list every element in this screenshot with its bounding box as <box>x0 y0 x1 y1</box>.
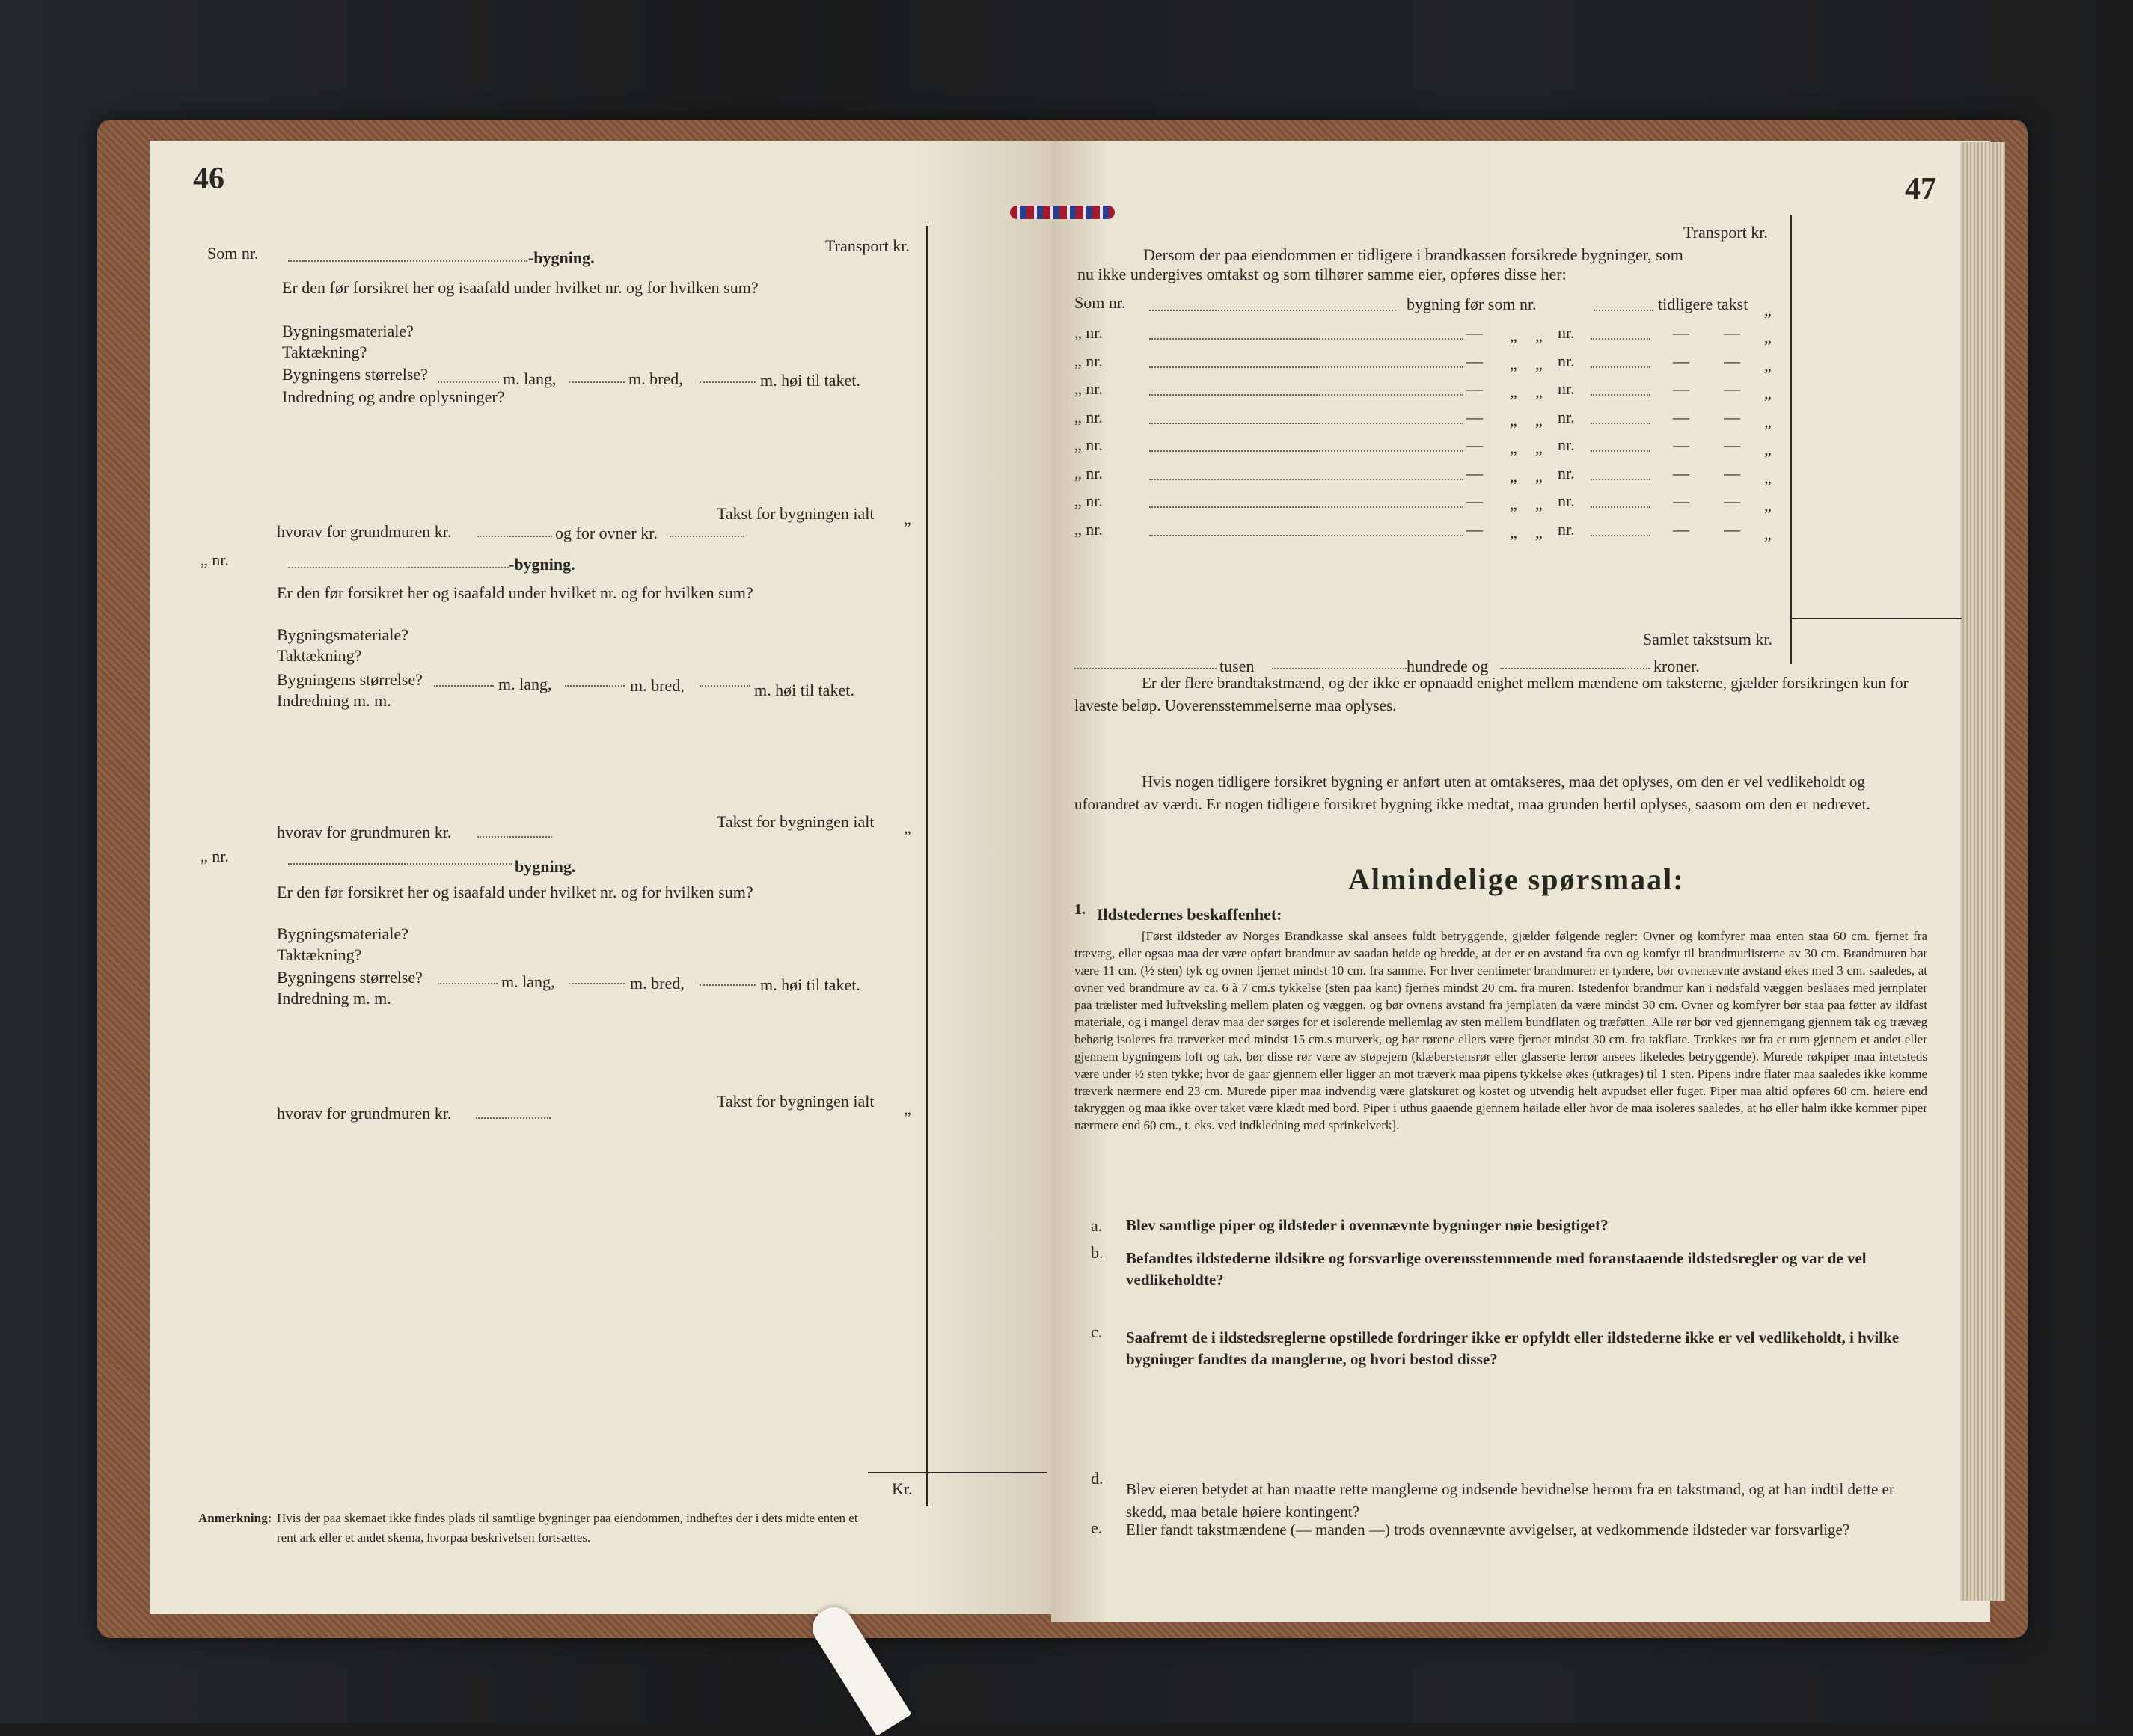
row-ditto-2: „ <box>1535 382 1543 401</box>
row-ditto-1: „ <box>1510 355 1517 373</box>
row-dash: — <box>1466 408 1483 426</box>
row-nr: nr. <box>1558 464 1575 482</box>
kroner-label: kroner. <box>1653 657 1700 675</box>
block1-length-field[interactable] <box>438 381 499 383</box>
row-dash: — <box>1466 464 1483 482</box>
q-a-letter: a. <box>1091 1216 1103 1235</box>
row-end-mark: „ <box>1764 412 1772 431</box>
row-end-mark: „ <box>1764 328 1772 346</box>
row-dash-2: — <box>1673 464 1689 482</box>
page-number-left: 46 <box>193 162 224 196</box>
samlet-divider <box>1790 618 1962 619</box>
ildsted-regler-text: [Først ildsteder av Norges Brandkasse skal ansees fuldt betryggende, gjælder følgende regler: Ovner og komfyrer maa enten staa 60 cm. fjernet fra trævæg, eller ogsaa maa der være opført brandmur av saadan høide og bredde, at der er en avstand fra ovn og komfyr til brandmurlisterne av 30 cm. Brandmuren bør være 11 cm. (½ sten) tyk og ovnen fjernet mindst 10 cm. fra samme. For hver centimeter brandmuren er tyndere, bør ovnenævnte avstand økes med 3 cm. saaledes, at ovner ved brandmure av ca. 6 à 7 cm.s tykkelse (sten paa kant) fjernes mindst 20 cm. fra muren. Istedenfor brandmur kan i nødsfald væggen beslaaes med jernplater paa trælister med luftveksling mellem platen og væggen, og bør ovnens avstand fra jernplaten da være mindst 30 cm. Ovner og komfyrer bør staa paa føtter av ildfast materiale, og i mangel derav maa der sørges for et isolerende mellemlag av sten mellem bundflaten og træføtten. Alle rør bør ved gjennemgang gjennem tak og trævæg behørig isoleres fra træverket med mindst 15 cm.s murverk, og bør rørene ellers være fjernet mindst 30 cm. fra takflate. Trækkes rør fra et rum gjennem et andet eller gjennem bygningens loft og tak, bør disse rør være av støpejern (klæberstensrør eller glasserte lerrør ansees likeledes betryggende). Murede røkpiper maa intetsteds være under ½ sten tykke; hvor de gaar gjennem eller ligger an mot træverk maa pipens tykkelse økes (utkrages) til 1 sten. Pipens indre flater maa saaledes ikke komme træverk nærmere end 23 cm. Murede piper maa indvendig være glatskuret og kostet og utvendig helt avpudset eller fuget. Piper maa altid opføres 60 cm. høiere end takryggen og maa ikke over taket være klædt med bord. Piper i uthus gaaende gjennem høilade eller hvor de maa isoleres saaledes, at hø eller halm ikke kommer piper nærmere end 60 cm., t. eks. ved indkledning med sprinkelverk]. <box>1074 929 1927 1132</box>
q-c-text: Saafremt de i ildstedsreglerne opstillede fordringer ikke er opfyldt eller ildstederne ikke er vel vedlikeholdt, i hvilke bygninger fandtes da manglerne, og hvori bestod disse? <box>1126 1328 1900 1368</box>
row-som-nr: „ nr. <box>1074 323 1103 342</box>
row-ditto-1: „ <box>1510 411 1517 429</box>
block2-materiale: Bygningsmateriale? <box>277 625 408 644</box>
block2-m-lang: m. lang, <box>498 675 552 693</box>
kr-total-line <box>868 1472 1047 1473</box>
intro-line2: nu ikke undergives omtakst og som tilhører samme eier, opføres disse her: <box>1077 265 1567 283</box>
row-nr: nr. <box>1558 323 1575 342</box>
block1-m-bred: m. bred, <box>628 369 683 388</box>
block1-takst-mark: „ <box>904 509 911 528</box>
block2-som-nr: „ nr. <box>201 550 229 569</box>
block1-som-nr: Som nr. <box>207 244 259 263</box>
block3-grundmur-field[interactable] <box>476 1117 551 1119</box>
block3-takst: Takst for bygningen ialt <box>717 1092 875 1111</box>
row-nr-field[interactable] <box>1591 423 1650 424</box>
block1-bygning-field[interactable] <box>303 260 527 262</box>
q-b-text: Befandtes ildstederne ildsikre og forsvarlige overensstemmende med foranstaaende ildstedsregler og var de vel vedlikeholdte? <box>1126 1249 1867 1289</box>
row-ditto-1: „ <box>1510 438 1517 457</box>
block1-m-lang: m. lang, <box>503 369 557 388</box>
block2-bygning-field[interactable] <box>288 567 509 568</box>
header-som-nr: Som nr. <box>1074 293 1126 312</box>
row-som-nr: „ nr. <box>1074 491 1103 510</box>
block3-height-field[interactable] <box>700 984 756 986</box>
row-dash: — <box>1466 379 1483 398</box>
row-dash-3: — <box>1724 435 1740 454</box>
row-bygning-field[interactable] <box>1149 450 1463 452</box>
row-dash-2: — <box>1673 491 1689 510</box>
row-dash-2: — <box>1673 408 1689 426</box>
row-ditto-1: „ <box>1510 494 1517 513</box>
q-e-letter: e. <box>1091 1518 1103 1537</box>
block1-indredning: Indredning og andre oplysninger? <box>282 387 505 406</box>
block3-m-lang: m. lang, <box>501 972 555 991</box>
block2-forsikret-question: Er den før forsikret her og isaafald under hvilket nr. og for hvilken sum? <box>277 583 753 602</box>
block3-forsikret-question: Er den før forsikret her og isaafald under hvilket nr. og for hvilken sum? <box>277 883 753 901</box>
q1-number: 1. <box>1074 901 1086 918</box>
block3-takst-mark: „ <box>904 1099 911 1118</box>
row-dash-3: — <box>1724 352 1740 370</box>
row-nr-field[interactable] <box>1591 506 1650 508</box>
row-ditto-2: „ <box>1535 523 1543 542</box>
row-nr: nr. <box>1558 491 1575 510</box>
header-bygning-field[interactable] <box>1149 310 1396 311</box>
row-dash-2: — <box>1673 323 1689 342</box>
block2-length-field[interactable] <box>434 685 494 687</box>
header-tidligere: tidligere takst <box>1658 295 1748 313</box>
block3-bygning-field[interactable] <box>288 863 512 865</box>
row-nr-field[interactable] <box>1591 366 1650 368</box>
row-dash: — <box>1466 435 1483 454</box>
row-som-nr: „ nr. <box>1074 352 1103 370</box>
binding-thread <box>1010 206 1115 219</box>
page-number-right: 47 <box>1905 172 1936 206</box>
row-dash: — <box>1466 323 1483 342</box>
row-som-nr: „ nr. <box>1074 379 1103 398</box>
block1-ovner-field[interactable] <box>670 536 744 537</box>
block3-m-bred: m. bred, <box>630 974 685 993</box>
row-dash-3: — <box>1724 323 1740 342</box>
row-nr-field[interactable] <box>1591 535 1650 536</box>
row-dash: — <box>1466 520 1483 539</box>
block2-m-bred: m. bred, <box>630 676 685 695</box>
row-nr-field[interactable] <box>1591 479 1650 480</box>
row-nr-field[interactable] <box>1591 450 1650 452</box>
row-bygning-field[interactable] <box>1149 535 1463 536</box>
hundrede-label: hundrede og <box>1407 657 1489 675</box>
block2-m-hoi: m. høi til taket. <box>754 681 854 699</box>
block2-taktaekning: Taktækning? <box>277 646 362 665</box>
transport-label-right: Transport kr. <box>1683 223 1768 242</box>
block1-height-field[interactable] <box>700 381 756 383</box>
row-som-nr: „ nr. <box>1074 408 1103 426</box>
q-b-letter: b. <box>1091 1243 1104 1262</box>
row-end-mark: „ <box>1764 384 1772 402</box>
row-dash-3: — <box>1724 464 1740 482</box>
q-c-letter: c. <box>1091 1322 1103 1341</box>
row-som-nr: „ nr. <box>1074 520 1103 539</box>
row-som-nr: „ nr. <box>1074 435 1103 454</box>
block2-storrelse: Bygningens størrelse? <box>277 670 423 689</box>
q1-title: Ildstedernes beskaffenhet: <box>1097 905 1282 924</box>
block3-indredning: Indredning m. m. <box>277 989 391 1007</box>
block1-grundmur-field[interactable] <box>477 536 552 537</box>
row-ditto-1: „ <box>1510 467 1517 485</box>
row-end-mark: „ <box>1764 468 1772 487</box>
block3-storrelse: Bygningens størrelse? <box>277 968 423 987</box>
header-bygning-for: bygning før som nr. <box>1407 295 1537 313</box>
block1-m-hoi: m. høi til taket. <box>760 371 860 390</box>
row-dash-3: — <box>1724 520 1740 539</box>
header-nr-field[interactable] <box>1594 310 1653 311</box>
row-dash-2: — <box>1673 352 1689 370</box>
kroner-field[interactable] <box>1500 668 1650 669</box>
block1-width-field[interactable] <box>569 381 625 383</box>
row-nr-field[interactable] <box>1591 338 1650 340</box>
block2-takst-mark: „ <box>904 818 911 837</box>
row-ditto-2: „ <box>1535 438 1543 457</box>
tusen-field[interactable] <box>1074 668 1217 669</box>
row-ditto-2: „ <box>1535 467 1543 485</box>
row-bygning-field[interactable] <box>1149 423 1463 424</box>
para-flere-takstmaend: Er der flere brandtakstmænd, og der ikke er opnaadd enighet mellem mændene om taksterne, gjælder forsikringen kun for laveste beløp. Uoverensstemmelserne maa oplyses. <box>1074 674 1909 714</box>
header-mark: „ <box>1764 301 1772 319</box>
left-sum-column-line <box>926 226 928 1506</box>
row-nr: nr. <box>1558 379 1575 398</box>
block3-som-nr: „ nr. <box>201 847 229 865</box>
block3-length-field[interactable] <box>438 983 498 984</box>
row-ditto-2: „ <box>1535 411 1543 429</box>
block2-height-field[interactable] <box>700 685 750 687</box>
row-dash: — <box>1466 352 1483 370</box>
q-a-text: Blev samtlige piper og ildsteder i ovennævnte bygninger nøie besigtiget? <box>1126 1216 1609 1234</box>
block1-bygning: -bygning. <box>528 248 595 267</box>
block1-materiale: Bygningsmateriale? <box>282 322 414 340</box>
row-ditto-1: „ <box>1510 523 1517 542</box>
block1-taktaekning: Taktækning? <box>282 343 367 361</box>
block3-taktaekning: Taktækning? <box>277 945 362 964</box>
row-end-mark: „ <box>1764 356 1772 375</box>
anmerkning-label: Anmerkning: <box>198 1511 272 1525</box>
row-bygning-field[interactable] <box>1149 394 1463 396</box>
row-dash-2: — <box>1673 520 1689 539</box>
anmerkning-line1: Hvis der paa skemaet ikke findes plads til samtlige bygninger paa eiendommen, indheftes der i dets midte enten et <box>277 1511 858 1525</box>
block3-grundmur: hvorav for grundmuren kr. <box>277 1104 452 1123</box>
row-som-nr: „ nr. <box>1074 464 1103 482</box>
row-bygning-field[interactable] <box>1149 479 1463 480</box>
q-e-text: Eller fandt takstmændene (— manden —) trods ovennævnte avvigelser, at vedkommende ildsteder var forsvarlige? <box>1126 1521 1850 1539</box>
hundrede-field[interactable] <box>1272 668 1407 669</box>
row-ditto-2: „ <box>1535 326 1543 345</box>
row-ditto-1: „ <box>1510 326 1517 345</box>
tusen-label: tusen <box>1219 657 1255 675</box>
row-dash-3: — <box>1724 379 1740 398</box>
row-end-mark: „ <box>1764 440 1772 458</box>
q-d-text: Blev eieren betydet at han maatte rette manglerne og indsende bevidnelse herom fra en takstmand, og at han indtil dette er skedd, maa betale høiere kontingent? <box>1126 1480 1894 1521</box>
right-sum-column-line <box>1790 215 1792 664</box>
samlet-takstsum: Samlet takstsum kr. <box>1643 630 1772 648</box>
block2-bygning: -bygning. <box>509 555 575 574</box>
transport-label-left: Transport kr. <box>825 236 910 255</box>
row-dash-2: — <box>1673 379 1689 398</box>
section-title: Almindelige spørsmaal: <box>1348 862 1685 896</box>
row-nr: nr. <box>1558 435 1575 454</box>
row-dash-3: — <box>1724 491 1740 510</box>
block1-forsikret-question: Er den før forsikret her og isaafald under hvilket nr. og for hvilken sum? <box>282 278 759 297</box>
row-end-mark: „ <box>1764 524 1772 543</box>
row-nr-field[interactable] <box>1591 394 1650 396</box>
left-page <box>150 141 1051 1614</box>
block3-m-hoi: m. høi til taket. <box>760 975 860 994</box>
row-ditto-2: „ <box>1535 494 1543 513</box>
block3-bygning: bygning. <box>515 857 576 876</box>
block1-ovner: og for ovner kr. <box>555 524 658 542</box>
kr-label: Kr. <box>892 1479 913 1498</box>
block1-grundmur: hvorav for grundmuren kr. <box>277 522 452 541</box>
row-dash-2: — <box>1673 435 1689 454</box>
block2-grundmur-field[interactable] <box>477 836 552 838</box>
row-nr: nr. <box>1558 520 1575 539</box>
block2-takst: Takst for bygningen ialt <box>717 812 875 831</box>
row-nr: nr. <box>1558 408 1575 426</box>
intro-line1: Dersom der paa eiendommen er tidligere i brandkassen forsikrede bygninger, som <box>1143 245 1683 264</box>
anmerkning-line2: rent ark eller et andet skema, hvorpaa beskrivelsen fortsættes. <box>277 1530 591 1545</box>
row-dash-3: — <box>1724 408 1740 426</box>
block1-storrelse: Bygningens størrelse? <box>282 365 428 384</box>
row-ditto-2: „ <box>1535 355 1543 373</box>
block3-materiale: Bygningsmateriale? <box>277 924 408 943</box>
row-ditto-1: „ <box>1510 382 1517 401</box>
para-tidligere-forsikret: Hvis nogen tidligere forsikret bygning er anført uten at omtakseres, maa det oplyses, om den er vel vedlikeholdt og uforandret av værdi. Er nogen tidligere forsikret bygning ikke medtat, maa grunden hertil oplyses, saasom om den er nedrevet. <box>1074 773 1870 813</box>
page-edges <box>1960 142 2005 1601</box>
row-bygning-field[interactable] <box>1149 366 1463 368</box>
block1-takst: Takst for bygningen ialt <box>717 504 875 523</box>
q-d-letter: d. <box>1091 1469 1104 1488</box>
row-end-mark: „ <box>1764 496 1772 515</box>
row-dash: — <box>1466 491 1483 510</box>
row-bygning-field[interactable] <box>1149 338 1463 340</box>
row-nr: nr. <box>1558 352 1575 370</box>
block2-grundmur: hvorav for grundmuren kr. <box>277 823 452 841</box>
block2-indredning: Indredning m. m. <box>277 691 391 710</box>
row-bygning-field[interactable] <box>1149 506 1463 508</box>
block2-width-field[interactable] <box>565 685 625 687</box>
block3-width-field[interactable] <box>569 983 625 984</box>
